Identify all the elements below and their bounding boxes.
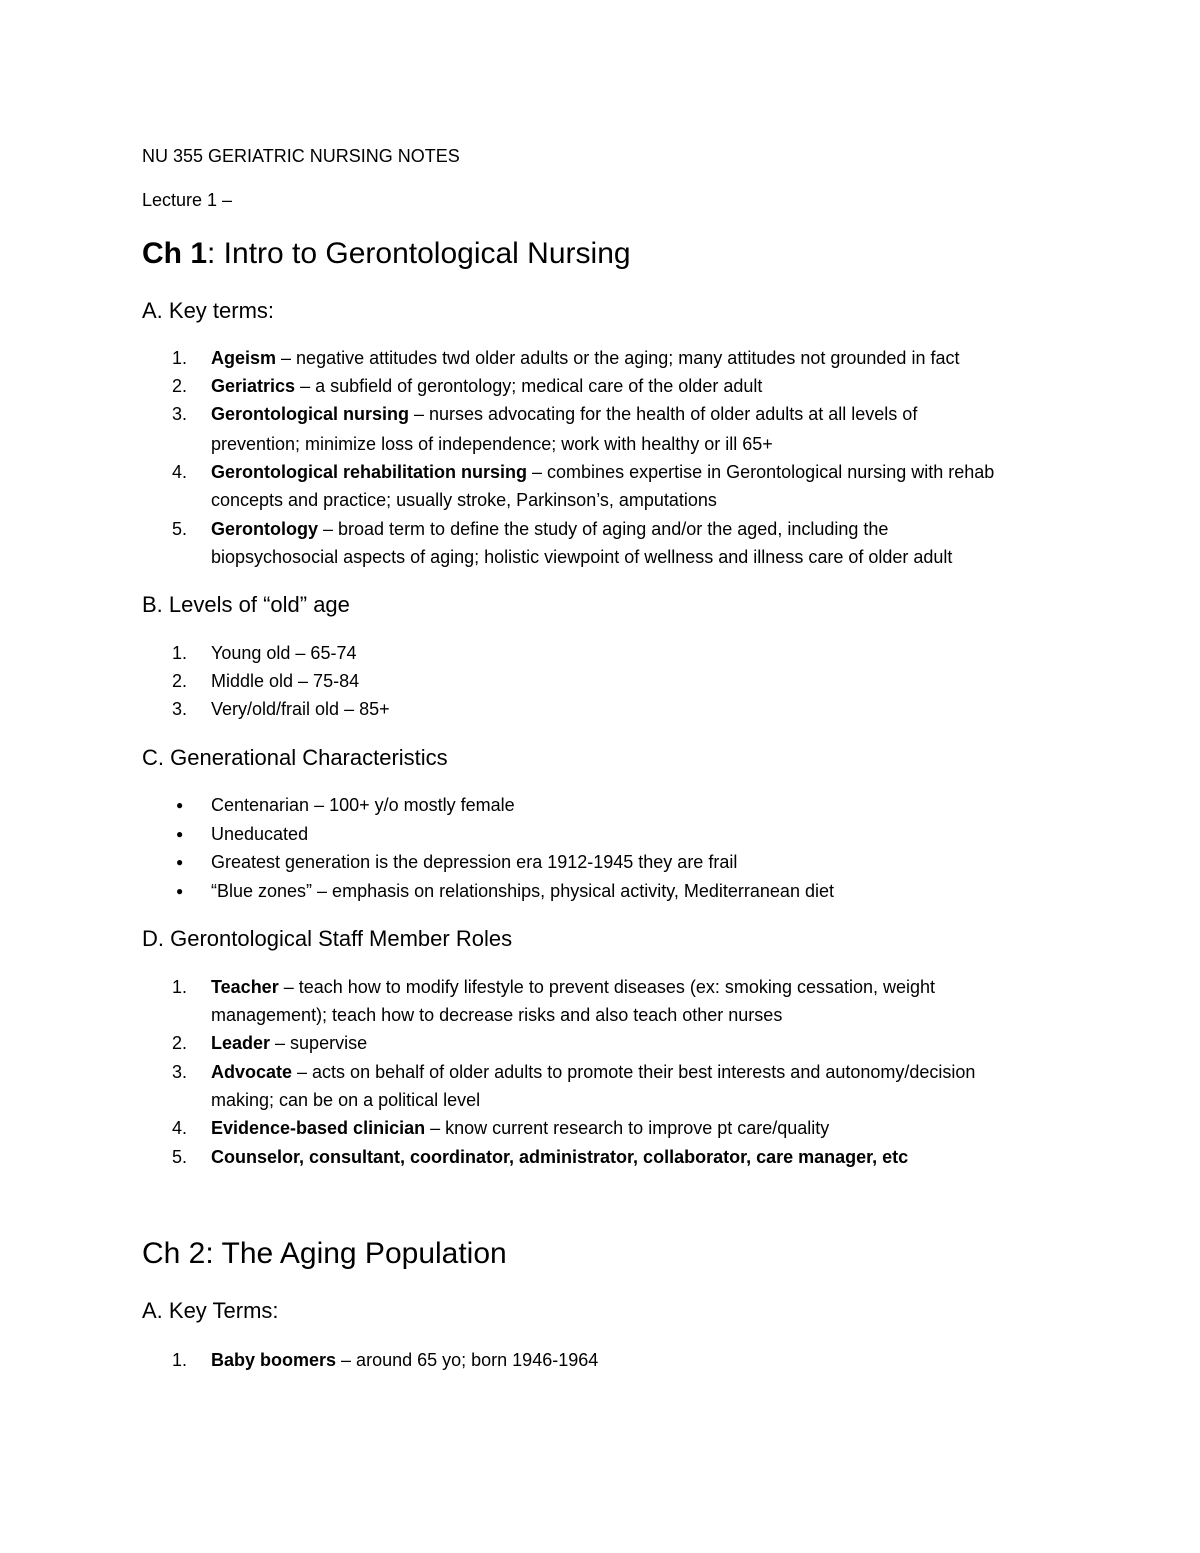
list-text: Middle old – 75-84 [211,671,360,691]
term: Teacher [211,977,279,997]
section-b-heading: B. Levels of “old” age [142,592,350,617]
ch2-section-a-heading: A. Key Terms: [142,1298,279,1323]
list-number: 3. [172,404,188,424]
lecture-label: Lecture 1 – [142,190,233,210]
list-number: 3. [172,699,188,719]
definition-continued: concepts and practice; usually stroke, Parkinson’s, amputations [211,490,717,510]
list-number: 1. [172,977,188,997]
term: Ageism [211,348,277,368]
section-c-heading: C. Generational Characteristics [142,745,448,770]
definition: – nurses advocating for the health of older adults at all levels of [409,404,918,424]
definition: – acts on behalf of older adults to promote their best interests and autonomy/decision [292,1062,976,1082]
section-a-heading: A. Key terms: [142,298,275,323]
section-d-heading: D. Gerontological Staff Member Roles [142,926,513,951]
list-number: 2. [172,376,188,396]
list-number: 2. [172,671,188,691]
list-number: 1. [172,348,188,368]
list-number: 1. [172,1350,188,1370]
definition: – combines expertise in Gerontological nursing with rehab [527,462,995,482]
term: Gerontological nursing [211,404,410,424]
list-number: 1. [172,643,188,663]
list-text: Very/old/frail old – 85+ [211,699,390,719]
chapter-1-number: Ch 1 [142,237,208,270]
term: Geriatrics [211,376,296,396]
definition: – a subfield of gerontology; medical care of the older adult [295,376,763,396]
chapter-1-title [142,236,631,272]
chapter-1-name: : Intro to Gerontological Nursing [207,237,631,270]
bullet-icon: ● [176,884,184,898]
definition: – around 65 yo; born 1946-1964 [336,1350,599,1370]
term: Gerontological rehabilitation nursing [211,462,528,482]
term: Gerontology [211,519,318,539]
definition-continued: management); teach how to decrease risks and also teach other nurses [211,1005,783,1025]
term: Baby boomers [211,1350,337,1370]
list-text: Young old – 65-74 [211,643,357,663]
definition-continued: making; can be on a political level [211,1090,481,1110]
bullet-text: “Blue zones” – emphasis on relationships, physical activity, Mediterranean diet [211,881,834,901]
definition: – teach how to modify lifestyle to prevent diseases (ex: smoking cessation, weight [278,977,936,997]
chapter-2-title: Ch 2: The Aging Population [142,1237,507,1270]
definition: – broad term to define the study of aging and/or the aged, including the [318,519,889,539]
term: Evidence-based clinician [211,1118,426,1138]
term: Leader [211,1033,271,1053]
list-number: 3. [172,1062,188,1082]
bullet-text: Greatest generation is the depression era 1912-1945 they are frail [211,852,738,872]
definition: – supervise [270,1033,368,1053]
term: Counselor, consultant, coordinator, administrator, collaborator, care manager, etc [211,1147,909,1167]
bullet-icon: ● [176,798,184,812]
definition: – know current research to improve pt care/quality [425,1118,830,1138]
list-number: 4. [172,462,188,482]
term: Advocate [211,1062,293,1082]
bullet-text: Centenarian – 100+ y/o mostly female [211,795,515,815]
doc-header: NU 355 GERIATRIC NURSING NOTES [142,146,460,166]
bullet-icon: ● [176,855,184,869]
list-number: 2. [172,1033,188,1053]
bullet-text: Uneducated [211,824,309,844]
bullet-icon: ● [176,827,184,841]
definition-continued: biopsychosocial aspects of aging; holistic viewpoint of wellness and illness care of older adult [211,547,953,567]
list-number: 4. [172,1118,188,1138]
list-number: 5. [172,519,188,539]
definition-continued: prevention; minimize loss of independence; work with healthy or ill 65+ [211,434,773,454]
list-number: 5. [172,1147,188,1167]
definition: – negative attitudes twd older adults or the aging; many attitudes not grounded in fact [276,348,960,368]
